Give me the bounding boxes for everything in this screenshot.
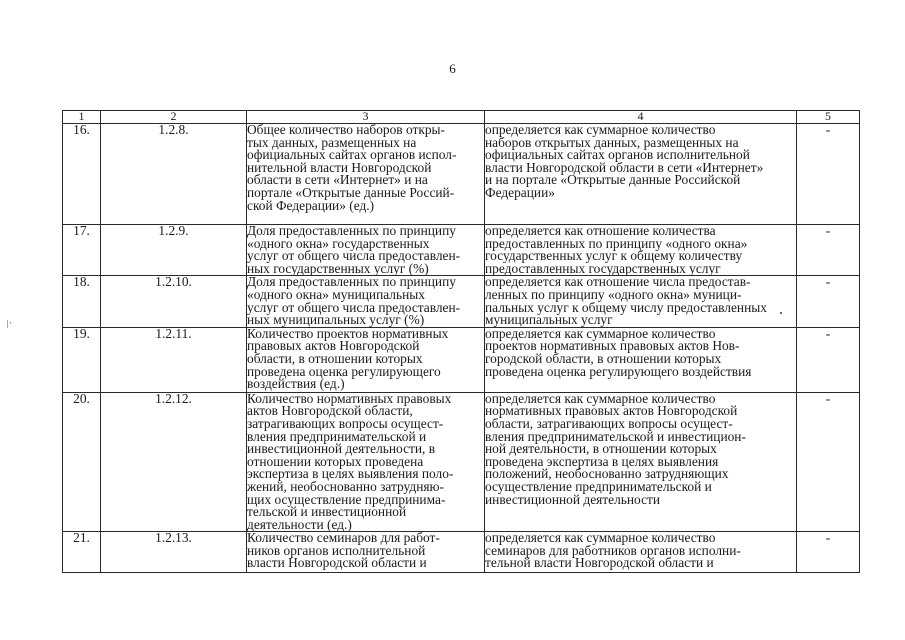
indicator-name-line: власти Новгородской области и (247, 555, 427, 571)
row-number: 20. (63, 392, 101, 532)
row-number: 17. (63, 225, 101, 276)
table-row (63, 532, 860, 573)
indicator-definition (485, 532, 797, 573)
page-number: 6 (449, 61, 456, 76)
indicator-definition-line: официальных сайтах органов исполнительной (485, 147, 750, 163)
indicator-definition-line: государственных услуг к общему количеству (485, 248, 743, 264)
indicator-name (247, 225, 485, 276)
indicator-definition-line: определяется как суммарное количество (485, 531, 716, 546)
indicator-name-line: Количество проектов нормативных (247, 327, 449, 341)
indicator-name-line: области, в отношении которых (247, 350, 423, 366)
table-row (63, 392, 860, 532)
indicator-name-line: услуг от общего числа предоставлен- (247, 248, 461, 264)
indicators-table (62, 110, 860, 573)
indicator-name-line: правовых актов Новгородской (247, 338, 420, 354)
indicator-definition-line: ной деятельности, в отношении которых (485, 441, 717, 457)
indicator-definition-line: муниципальных услуг (485, 312, 613, 328)
indicator-definition (485, 225, 797, 276)
header-col-5: 5 (797, 111, 860, 124)
indicator-definition-line: предоставленных государственных услуг (485, 260, 721, 276)
indicator-definition-line: пальных услуг к общему числу предоставленных (485, 299, 767, 315)
header-col-4: 4 (485, 111, 797, 124)
indicator-name-line: «одного окна» государственных (247, 235, 430, 251)
indicator-name-line: «одного окна» муниципальных (247, 286, 425, 302)
indicator-name-line: ных государственных услуг (%) (247, 260, 429, 276)
indicator-name-line: ников органов исполнительной (247, 542, 426, 558)
indicator-value: - (797, 276, 860, 327)
indicator-definition-line: предоставленных по принципу «одного окна» (485, 235, 748, 251)
indicator-name-line: деятельности (ед.) (247, 516, 352, 532)
indicator-name-line: официальных сайтах органов испол- (247, 147, 457, 163)
indicator-definition-line: проведена экспертиза в целях выявления (485, 453, 719, 469)
indicator-value: - (797, 124, 860, 225)
indicator-definition-line: и на портале «Открытые данные Российской (485, 172, 741, 188)
indicator-definition (485, 276, 797, 327)
table-row (63, 225, 860, 276)
indicator-name-line: ской Федерации» (ед.) (247, 197, 375, 213)
indicator-name-line: Количество нормативных правовых (247, 392, 452, 406)
indicator-definition (485, 327, 797, 392)
indicator-name-line: Доля предоставленных по принципу (247, 275, 456, 290)
indicator-code: 1.2.13. (101, 532, 247, 573)
indicator-definition (485, 392, 797, 532)
indicator-definition-line: определяется как отношение числа предостав- (485, 275, 751, 290)
indicator-value: - (797, 225, 860, 276)
indicator-name-line: тельской и инвестиционной (247, 504, 407, 520)
indicator-name-line: области в сети «Интернет» и на (247, 172, 428, 188)
row-number: 19. (63, 327, 101, 392)
indicator-definition-line: положений, необоснованно затрудняющих (485, 466, 729, 482)
indicator-definition-line: вления предпринимательской и инвестицион- (485, 428, 746, 444)
indicator-name (247, 392, 485, 532)
indicator-definition-line: инвестиционной деятельности (485, 491, 661, 507)
indicator-code: 1.2.9. (101, 225, 247, 276)
indicator-definition (485, 124, 797, 225)
indicator-name-line: щих осуществление предпринима- (247, 491, 446, 507)
indicator-name (247, 327, 485, 392)
indicator-definition-line: Федерации» (485, 184, 555, 200)
indicator-name-line: затрагивающих вопросы осущест- (247, 415, 444, 431)
indicator-code: 1.2.8. (101, 124, 247, 225)
indicator-name (247, 532, 485, 573)
indicator-name-line: портале «Открытые данные Россий- (247, 184, 455, 200)
table-row (63, 124, 860, 225)
row-number: 21. (63, 532, 101, 573)
header-col-1: 1 (63, 111, 101, 124)
indicator-name-line: нительной власти Новгородской (247, 159, 432, 175)
indicator-name-line: Доля предоставленных по принципу (247, 224, 456, 238)
indicator-name-line: вления предпринимательской и (247, 428, 427, 444)
indicator-name-line: тых данных, размещенных на (247, 134, 417, 150)
row-number: 18. (63, 276, 101, 327)
indicator-code: 1.2.12. (101, 392, 247, 532)
indicator-name-line: воздействия (ед.) (247, 376, 345, 392)
indicator-code: 1.2.11. (101, 327, 247, 392)
indicator-definition-line: нормативных правовых актов Новгородской (485, 403, 738, 419)
indicator-name-line: услуг от общего числа предоставлен- (247, 299, 461, 315)
row-number: 16. (63, 124, 101, 225)
indicator-name-line: актов Новгородской области, (247, 403, 413, 419)
indicator-name (247, 276, 485, 327)
indicator-definition-line: семинаров для работников органов исполни- (485, 542, 741, 558)
table-row (63, 276, 860, 327)
indicator-definition-line: определяется как суммарное количество (485, 327, 716, 341)
indicator-definition-line: определяется как суммарное количество (485, 123, 716, 137)
indicator-name (247, 124, 485, 225)
indicator-definition-line: власти Новгородской области в сети «Интернет» (485, 159, 764, 175)
indicator-definition-line: определяется как отношение количества (485, 224, 716, 238)
indicator-name-line: Общее количество наборов откры- (247, 123, 446, 137)
header-col-3: 3 (247, 111, 485, 124)
indicator-value: - (797, 392, 860, 532)
indicator-name-line: ных муниципальных услуг (%) (247, 312, 425, 328)
indicator-definition-line: наборов открытых данных, размещенных на (485, 134, 739, 150)
indicator-definition-line: осуществление предпринимательской и (485, 478, 712, 494)
indicator-definition-line: определяется как суммарное количество (485, 392, 716, 406)
indicator-name-line: отношении которых проведена (247, 453, 424, 469)
indicator-name-line: проведена оценка регулирующего (247, 363, 441, 379)
indicator-definition-line: проектов нормативных правовых актов Нов- (485, 338, 740, 354)
indicator-value: - (797, 327, 860, 392)
indicator-name-line: экспертиза в целях выявления поло- (247, 466, 454, 482)
indicator-name-line: жений, необоснованно затрудняю- (247, 478, 445, 494)
indicator-definition-line: области, затрагивающих вопросы осущест- (485, 415, 733, 431)
indicator-definition-line: тельной власти Новгородской области и (485, 555, 714, 571)
indicator-name-line: инвестиционной деятельности, в (247, 441, 436, 457)
indicator-code: 1.2.10. (101, 276, 247, 327)
indicator-definition-line: ленных по принципу «одного окна» муници- (485, 286, 742, 302)
table-row (63, 327, 860, 392)
indicator-value: - (797, 532, 860, 573)
header-col-2: 2 (101, 111, 247, 124)
table-header-row (63, 111, 860, 124)
indicator-definition-line: проведена оценка регулирующего воздействия (485, 363, 752, 379)
margin-mark: /· (4, 317, 15, 331)
indicator-name-line: Количество семинаров для работ- (247, 531, 440, 546)
indicator-definition-line: городской области, в отношении которых (485, 350, 722, 366)
